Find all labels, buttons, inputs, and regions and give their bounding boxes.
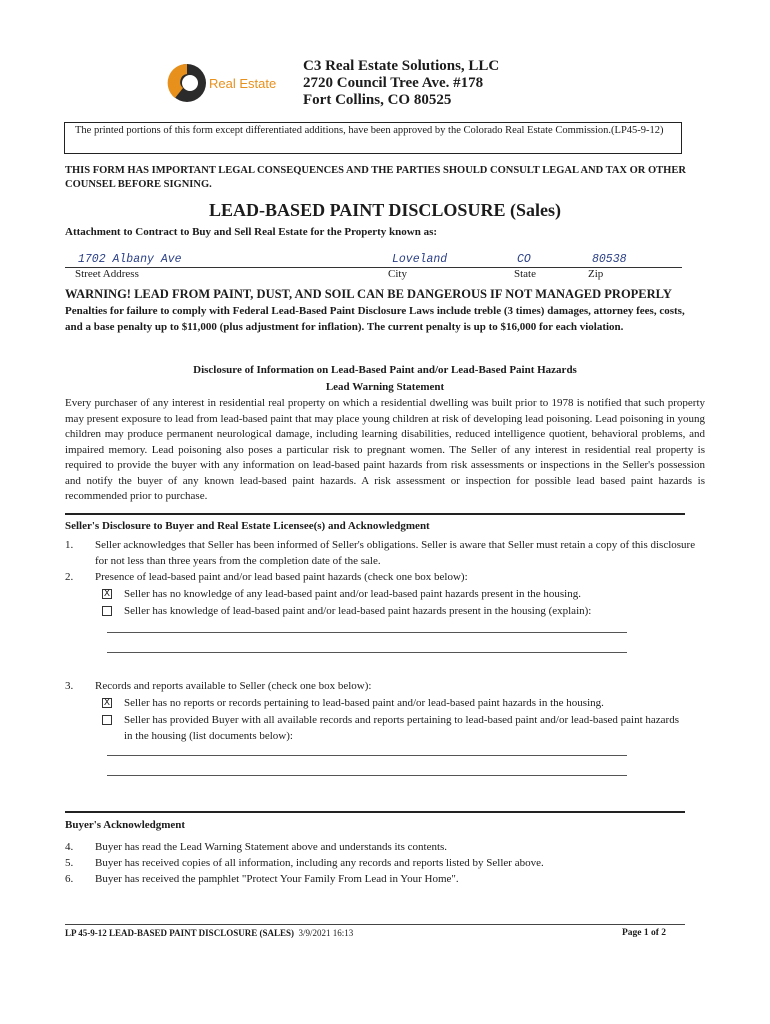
street-value[interactable]: 1702 Albany Ave: [78, 253, 182, 266]
state-value[interactable]: CO: [517, 253, 531, 266]
checkbox-checked[interactable]: X: [103, 698, 111, 708]
logo-text: Real Estate: [209, 76, 277, 91]
seller-item-1: [65, 538, 705, 570]
buyer-item-5: [65, 856, 705, 872]
page-number: Page 1 of 2: [622, 928, 667, 938]
logo-mark-icon: [165, 58, 290, 108]
disclosure-title: [0, 362, 770, 396]
lead-warning-heading: WARNING! LEAD FROM PAINT, DUST, AND SOIL CAN BE DANGEROUS IF NOT MANAGED PROPERLY: [65, 287, 672, 301]
item-text: Buyer has received the pamphlet "Protect Your Family From Lead in Your Home".: [95, 873, 459, 885]
buyer-item-4: [65, 840, 705, 856]
disclosure-title-line: Disclosure of Information on Lead-Based Paint and/or Lead-Based Paint Hazards: [193, 364, 577, 376]
item-text: Presence of lead-based paint and/or lead based paint hazards (check one box below):: [95, 571, 468, 583]
seller-section-heading: Seller's Disclosure to Buyer and Real Estate Licensee(s) and Acknowledgment: [65, 520, 430, 532]
statement-title: Lead Warning Statement: [325, 381, 445, 393]
form-date: 3/9/2021 16:13: [298, 928, 354, 938]
company-name: C3 Real Estate Solutions, LLC: [303, 58, 500, 74]
section-divider: [65, 811, 685, 813]
city-value[interactable]: Loveland: [392, 253, 448, 266]
option-label: Seller has no knowledge of any lead-based paint and/or lead-based paint hazards present in the housing.: [124, 588, 581, 600]
commission-notice: The printed portions of this form except differentiated additions, have been approved by the Colorado Real Estate Commission.(LP45-9-12): [64, 122, 682, 154]
lead-warning-statement: Every purchaser of any interest in residential real property on which a residential dwelling was built prior to 1978 is notified that such property may present exposure to lead from lead-based paint that may place young children at risk of developing lead poisoning. Lead poisoning in young children may produce permanent neurological damage, including learning disabilities, reduced intelligence quotient, behavioral problems, and impaired memory. Lead poisoning also poses a particular risk to pregnant women. The Seller of any interest in residential real property is required to provide the buyer with any information on lead-based paint hazards from risk assessments or inspections in the Seller's possession and notify the buyer of any known lead-based paint hazards. A risk assessment or inspection for possible lead based paint hazards is recommended prior to purchase.: [65, 397, 705, 502]
option-no-knowledge[interactable]: [102, 587, 692, 603]
company-block: [303, 58, 499, 109]
item-text: Seller acknowledges that Seller has been informed of Seller's obligations. Seller is aware that Seller must retain a copy of this disclosure for not less than three years from the completion date of the sale.: [95, 539, 696, 567]
option-has-knowledge[interactable]: [102, 604, 692, 620]
item-number: 6.: [65, 873, 74, 885]
item-number: 5.: [65, 857, 74, 869]
option-provided-reports[interactable]: [102, 713, 692, 745]
zip-label: Zip: [588, 268, 604, 280]
form-id: LP 45-9-12 LEAD-BASED PAINT DISCLOSURE (SALES): [65, 928, 294, 938]
item-number: 3.: [65, 680, 74, 692]
item-text: Records and reports available to Seller (check one box below):: [95, 680, 372, 692]
item-number: 1.: [65, 539, 74, 551]
item-number: 4.: [65, 841, 74, 853]
seller-item-3: [65, 679, 705, 695]
buyer-section-heading: Buyer's Acknowledgment: [65, 819, 186, 831]
page-title: LEAD-BASED PAINT DISCLOSURE (Sales): [209, 200, 561, 220]
option-label: Seller has provided Buyer with all available records and reports pertaining to lead-based paint and/or lead-based paint hazards in the housing (list documents below):: [124, 714, 679, 742]
street-label: Street Address: [75, 268, 139, 280]
item-number: 2.: [65, 571, 74, 583]
seller-item-2: [65, 570, 705, 586]
footer-divider: [65, 924, 685, 925]
buyer-item-6: [65, 872, 705, 888]
attachment-text: Attachment to Contract to Buy and Sell Real Estate for the Property known as:: [65, 226, 438, 238]
state-label: State: [514, 268, 536, 280]
explain-line-2[interactable]: [107, 652, 627, 653]
checkbox-unchecked[interactable]: [102, 606, 112, 616]
footer-form-id: [65, 928, 353, 938]
company-logo: [165, 58, 290, 108]
section-divider: [65, 513, 685, 515]
option-label: Seller has no reports or records pertaining to lead-based paint and/or lead-based paint hazards in the housing.: [124, 697, 604, 709]
checkbox-checked[interactable]: X: [103, 589, 111, 599]
documents-line-1[interactable]: [107, 755, 627, 756]
legal-warning: THIS FORM HAS IMPORTANT LEGAL CONSEQUENCES AND THE PARTIES SHOULD CONSULT LEGAL AND TAX OR OTHER COUNSEL BEFORE SIGNING.: [65, 165, 686, 190]
checkbox-unchecked[interactable]: [102, 715, 112, 725]
penalties-text: Penalties for failure to comply with Federal Lead-Based Paint Disclosure Laws include treble (3 times) damages, attorney fees, costs, and a base penalty up to $11,000 (plus adjustment for inflation). The current penalty is up to $16,000 for each violation.: [65, 305, 685, 333]
item-text: Buyer has read the Lead Warning Statement above and understands its contents.: [95, 841, 448, 853]
city-label: City: [388, 268, 407, 280]
company-address: 2720 Council Tree Ave. #178: [303, 75, 484, 91]
explain-line-1[interactable]: [107, 632, 627, 633]
documents-line-2[interactable]: [107, 775, 627, 776]
option-label: Seller has knowledge of lead-based paint and/or lead-based paint hazards present in the housing (explain):: [124, 605, 592, 617]
zip-value[interactable]: 80538: [592, 253, 627, 266]
item-text: Buyer has received copies of all information, including any records and reports listed by Seller above.: [95, 857, 544, 869]
company-city: Fort Collins, CO 80525: [303, 92, 452, 108]
option-no-reports[interactable]: [102, 696, 692, 712]
